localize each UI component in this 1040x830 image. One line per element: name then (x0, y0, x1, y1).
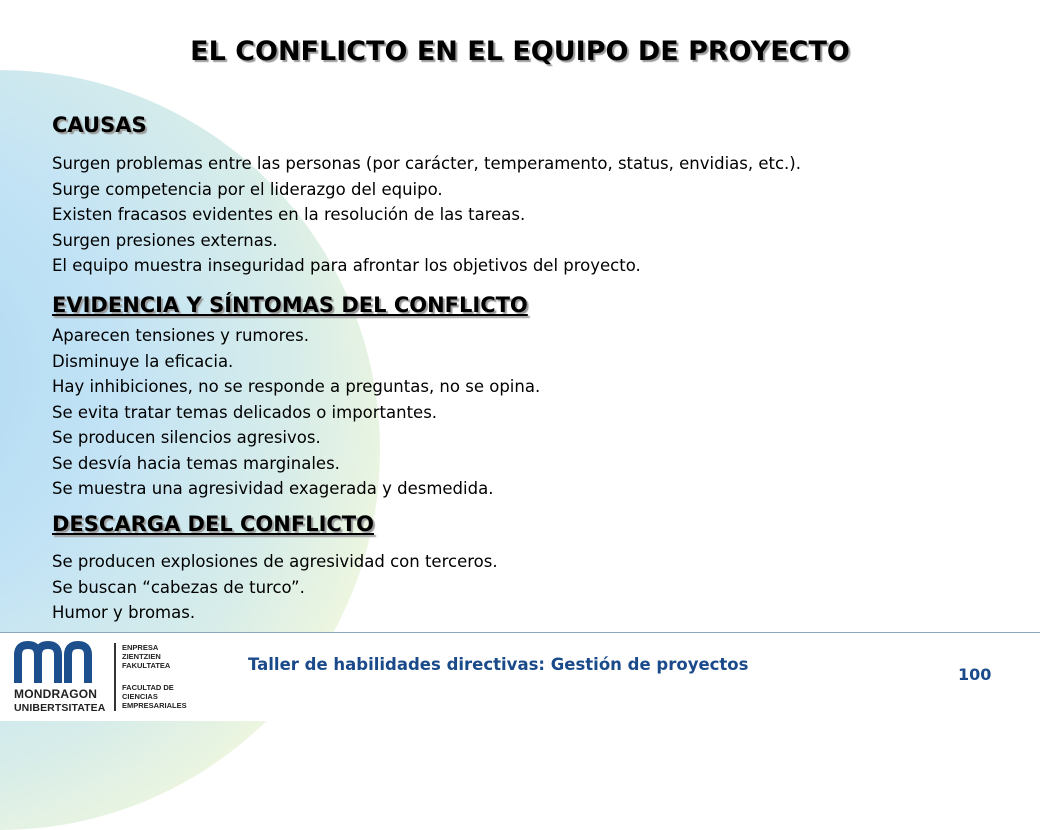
list-item: Se muestra una agresividad exagerada y desmedida. (52, 479, 494, 498)
section-heading-causas: CAUSAS (52, 113, 147, 137)
slide-title: EL CONFLICTO EN EL EQUIPO DE PROYECTO (190, 36, 850, 67)
list-item: Aparecen tensiones y rumores. (52, 326, 310, 345)
list-item: Disminuye la eficacia. (52, 351, 234, 371)
mondragon-logo (14, 641, 194, 715)
page-number: 100 (958, 665, 992, 684)
list-item: Surge competencia por el liderazgo del equipo. (52, 179, 443, 199)
list-item: Se evita tratar temas delicados o importantes. (52, 402, 438, 422)
list-item: Se producen explosiones de agresividad con terceros. (52, 552, 498, 571)
logo-text: ZIENTZIEN (122, 652, 161, 661)
list-item: Surgen problemas entre las personas (por carácter, temperamento, status, envidias, etc.). (52, 154, 801, 173)
section-list-evidencia (52, 323, 540, 502)
logo-text: FACULTAD DE (122, 683, 174, 692)
list-item: Se producen silencios agresivos. (52, 428, 321, 447)
list-item: Se buscan “cabezas de turco”. (52, 577, 305, 597)
logo-wordmark (14, 687, 110, 715)
section-list-descarga (52, 549, 498, 626)
list-item: El equipo muestra inseguridad para afrontar los objetivos del proyecto. (52, 256, 641, 275)
logo-text: CIENCIAS (122, 692, 158, 701)
logo-divider (114, 643, 116, 711)
logo-text: EMPRESARIALES (122, 701, 187, 710)
logo-text: FAKULTATEA (122, 661, 171, 670)
logo-faculty-basque (122, 643, 202, 670)
list-item: Se desvía hacia temas marginales. (52, 453, 340, 473)
section-heading-evidencia: EVIDENCIA Y SÍNTOMAS DEL CONFLICTO (52, 293, 528, 317)
list-item: Humor y bromas. (52, 603, 196, 622)
list-item: Hay inhibiciones, no se responde a preguntas, no se opina. (52, 377, 541, 396)
logo-name-line2: UNIBERTSITATEA (14, 702, 106, 714)
logo-text: ENPRESA (122, 643, 159, 652)
footer (0, 632, 1040, 721)
section-heading-descarga: DESCARGA DEL CONFLICTO (52, 512, 374, 536)
section-list-causas (52, 151, 801, 279)
list-item: Surgen presiones externas. (52, 230, 278, 250)
mondragon-mark-icon (14, 641, 110, 685)
course-title: Taller de habilidades directivas: Gestión de proyectos (248, 655, 749, 674)
list-item: Existen fracasos evidentes en la resolución de las tareas. (52, 205, 526, 224)
logo-name-line1: MONDRAGON (14, 687, 98, 701)
logo-faculty-spanish (122, 683, 202, 710)
